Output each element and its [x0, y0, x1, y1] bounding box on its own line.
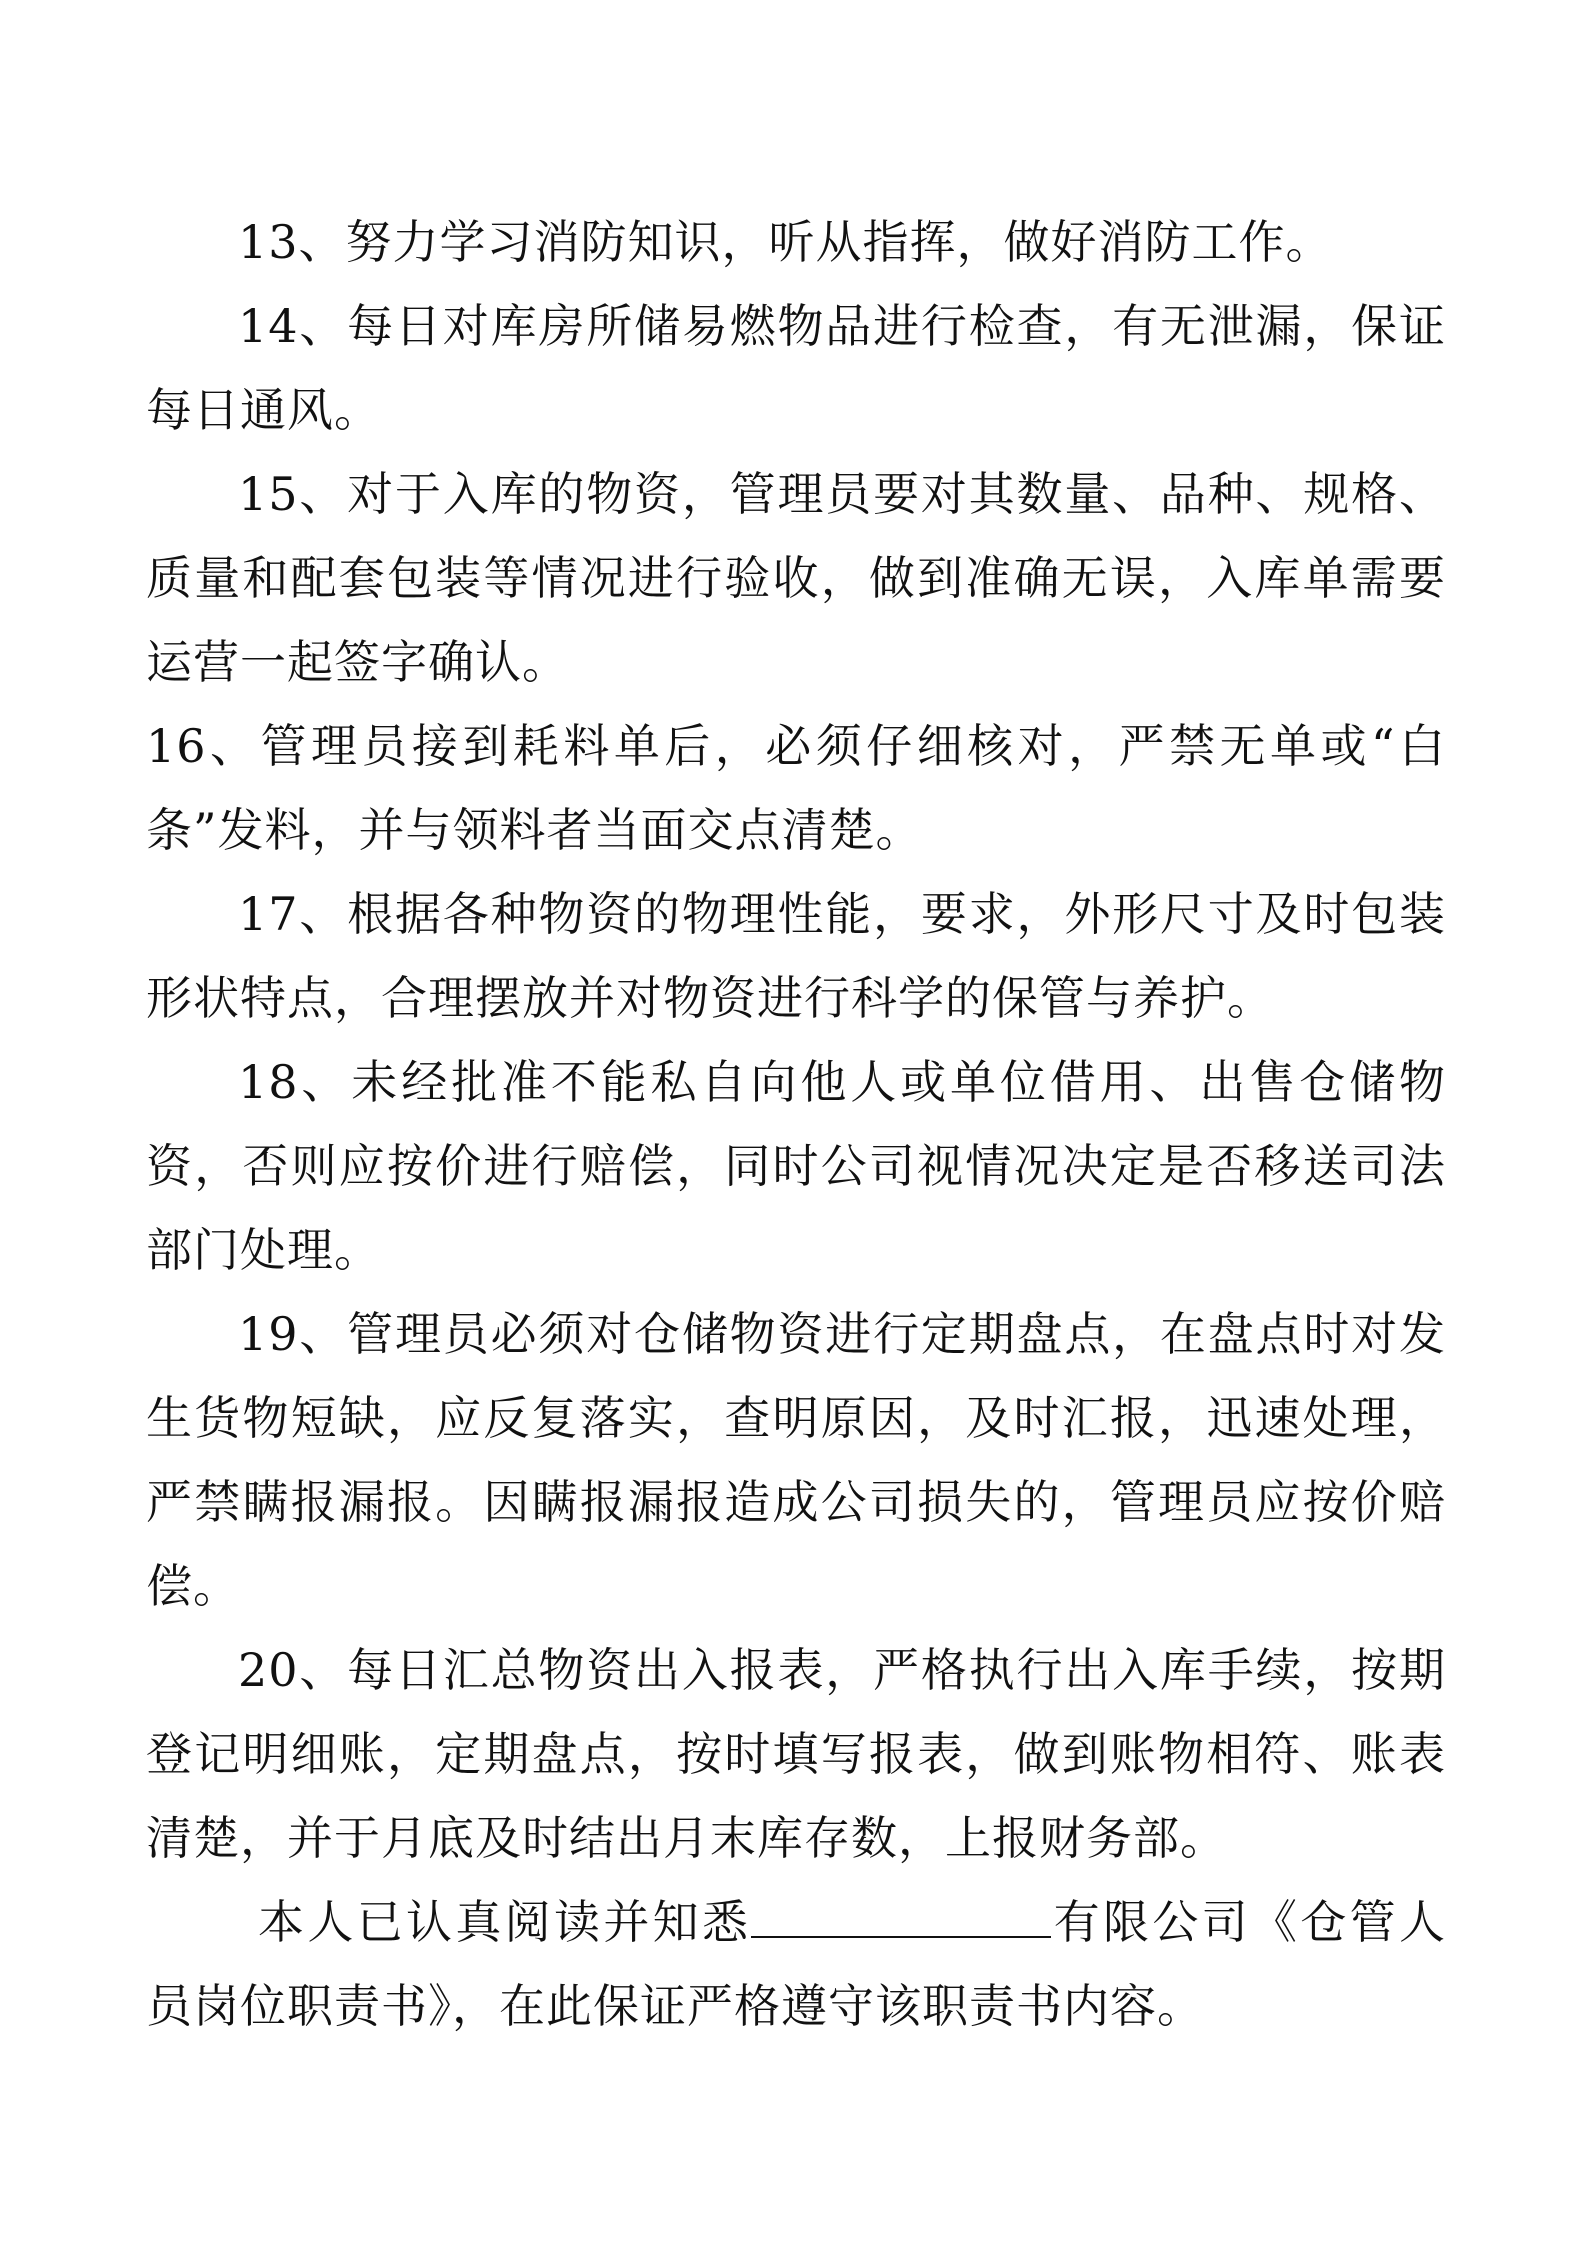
paragraph-19: 19、管理员必须对仓储物资进行定期盘点，在盘点时对发生货物短缺，应反复落实，查明原因，及时汇报，迅速处理，严禁瞒报漏报。因瞒报漏报造成公司损失的，管理员应按价赔偿。 [146, 1307, 1446, 1613]
paragraph-18: 18、未经批准不能私自向他人或单位借用、出售仓储物资，否则应按价进行赔偿，同时公司视情况决定是否移送司法部门处理。 [146, 1055, 1446, 1277]
declaration-lead-text: 本人已认真阅读并知悉 [258, 1895, 752, 1949]
paragraph-14: 14、每日对库房所储易燃物品进行检查，有无泄漏，保证每日通风。 [146, 299, 1446, 437]
declaration-tail-text: 有限公司《仓管人员岗位职责书》，在此保证严格遵守该职责书内容。 [146, 1895, 1447, 2033]
declaration-paragraph [146, 1880, 1446, 2048]
document-page [146, 200, 1446, 2048]
paragraph-13: 13、努力学习消防知识，听从指挥，做好消防工作。 [238, 215, 1333, 269]
paragraph-15: 15、对于入库的物资，管理员要对其数量、品种、规格、质量和配套包装等情况进行验收，做到准确无误，入库单需要运营一起签字确认。 [146, 467, 1446, 689]
paragraph-16: 16、管理员接到耗料单后，必须仔细核对，严禁无单或“白条”发料，并与领料者当面交点清楚。 [146, 719, 1446, 857]
paragraph-17: 17、根据各种物资的物理性能，要求，外形尺寸及时包装形状特点，合理摆放并对物资进行科学的保管与养护。 [146, 887, 1446, 1025]
company-name-blank[interactable] [751, 1896, 1051, 1938]
paragraph-20: 20、每日汇总物资出入报表，严格执行出入库手续，按期登记明细账，定期盘点，按时填写报表，做到账物相符、账表清楚，并于月底及时结出月末库存数，上报财务部。 [146, 1643, 1446, 1865]
